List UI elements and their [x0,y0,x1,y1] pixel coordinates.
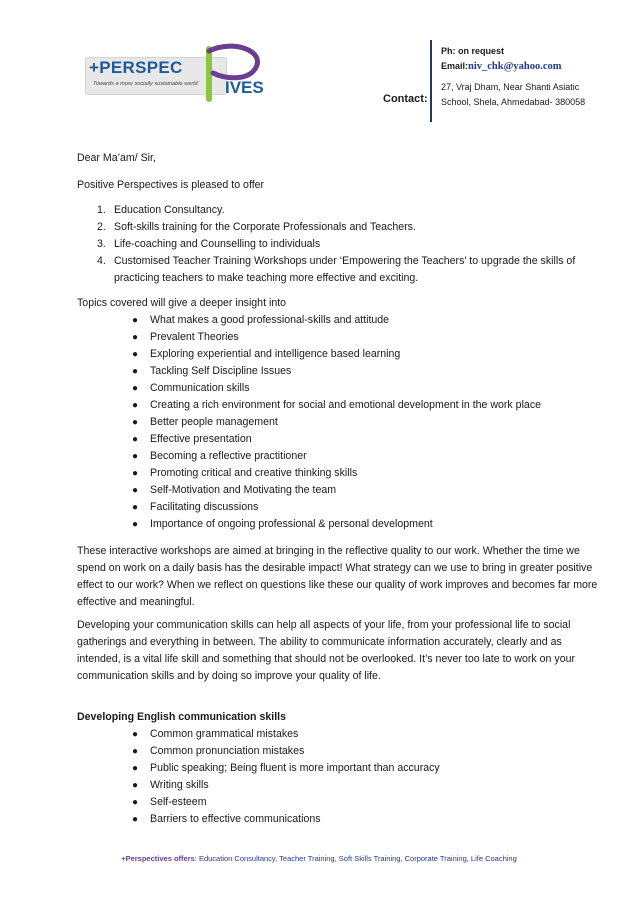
offer-item: 4. Customised Teacher Training Workshops under ‘Empowering the Teachers’ to upgrade the skills of practicing teachers to make teaching more effective and exciting. [97,255,576,284]
list-item: ● Importance of ongoing professional & personal development [132,518,433,530]
letter-body [77,150,607,828]
page-footer [0,854,638,864]
list-item: ● Effective presentation [132,433,252,445]
offer-item: 3. Life-coaching and Counselling to individuals [97,238,321,250]
logo-p-swirl-icon [203,43,273,105]
list-item: ● Self-esteem [132,796,207,808]
header-divider [430,40,432,122]
email-label: Email: [441,61,469,71]
offers-list [77,202,607,287]
list-item: ● Self-Motivation and Motivating the team [132,484,337,496]
intro-text: Positive Perspectives is pleased to offer [77,179,265,191]
paragraph-workshops: These interactive workshops are aimed at bringing in the reflective quality to our work. Whether the time we spend on work on a daily basis has the desirable impact! What strategy can we use to bring in greater positive effect to our work? When we reflect on questions like these our quality of work improves and becomes far more effective and meaningful. [77,545,598,608]
list-item: ● Communication skills [132,382,250,394]
contact-label: Contact: [383,93,428,105]
letterhead [0,0,638,130]
topics-intro: Topics covered will give a deeper insight into [77,297,287,309]
list-item: ● Barriers to effective communications [132,813,321,825]
list-item: ● Common pronunciation mistakes [132,745,305,757]
topics-list [77,312,607,533]
list-item: ● Public speaking; Being fluent is more important than accuracy [132,762,440,774]
paragraph-communication: Developing your communication skills can help all aspects of your life, from your professional life to social gatherings and everything in between. The ability to communicate information accurately, clearly and as intended, is a vital life skill and something that should not be overlooked. It’s never too late to work on your communication skills and by doing so improve your quality of life. [77,619,575,682]
logo-brand-text: +PERSPEC [89,58,183,77]
address-line-1: 27, Vraj Dham, Near Shanti Asiatic [441,82,580,92]
english-skills-list [77,726,607,828]
list-item: ● Better people management [132,416,278,428]
salutation: Dear Ma’am/ Sir, [77,152,156,164]
list-item: ● Exploring experiential and intelligence based learning [132,348,401,360]
footer-brand: +Perspectives offers [121,854,195,863]
logo-tagline: Towards a more socially sustainable world [93,81,198,87]
list-item: ● Promoting critical and creative thinking skills [132,467,358,479]
perspectives-logo [85,43,295,103]
list-item: ● Prevalent Theories [132,331,239,343]
list-item: ● Tackling Self Discipline Issues [132,365,292,377]
list-item: ● Writing skills [132,779,209,791]
footer-text: : Education Consultancy, Teacher Training, Soft Skills Training, Corporate Training, Life Coaching [194,854,517,863]
offer-item: 2. Soft-skills training for the Corporate Professionals and Teachers. [97,221,416,233]
contact-info [441,44,631,110]
list-item: ● Facilitating discussions [132,501,259,513]
email-link[interactable]: niv_chk@yahoo.com [468,61,562,72]
address-line-2: School, Shela, Ahmedabad- 380058 [441,97,586,107]
svg-text:IVES: IVES [225,78,264,97]
list-item: ● Common grammatical mistakes [132,728,299,740]
english-section-title: Developing English communication skills [77,711,286,723]
phone-text: Ph: on request [441,46,505,56]
offer-item: 1. Education Consultancy. [97,204,225,216]
list-item: ● Creating a rich environment for social and emotional development in the work place [132,399,542,411]
list-item: ● What makes a good professional-skills and attitude [132,314,390,326]
list-item: ● Becoming a reflective practitioner [132,450,307,462]
